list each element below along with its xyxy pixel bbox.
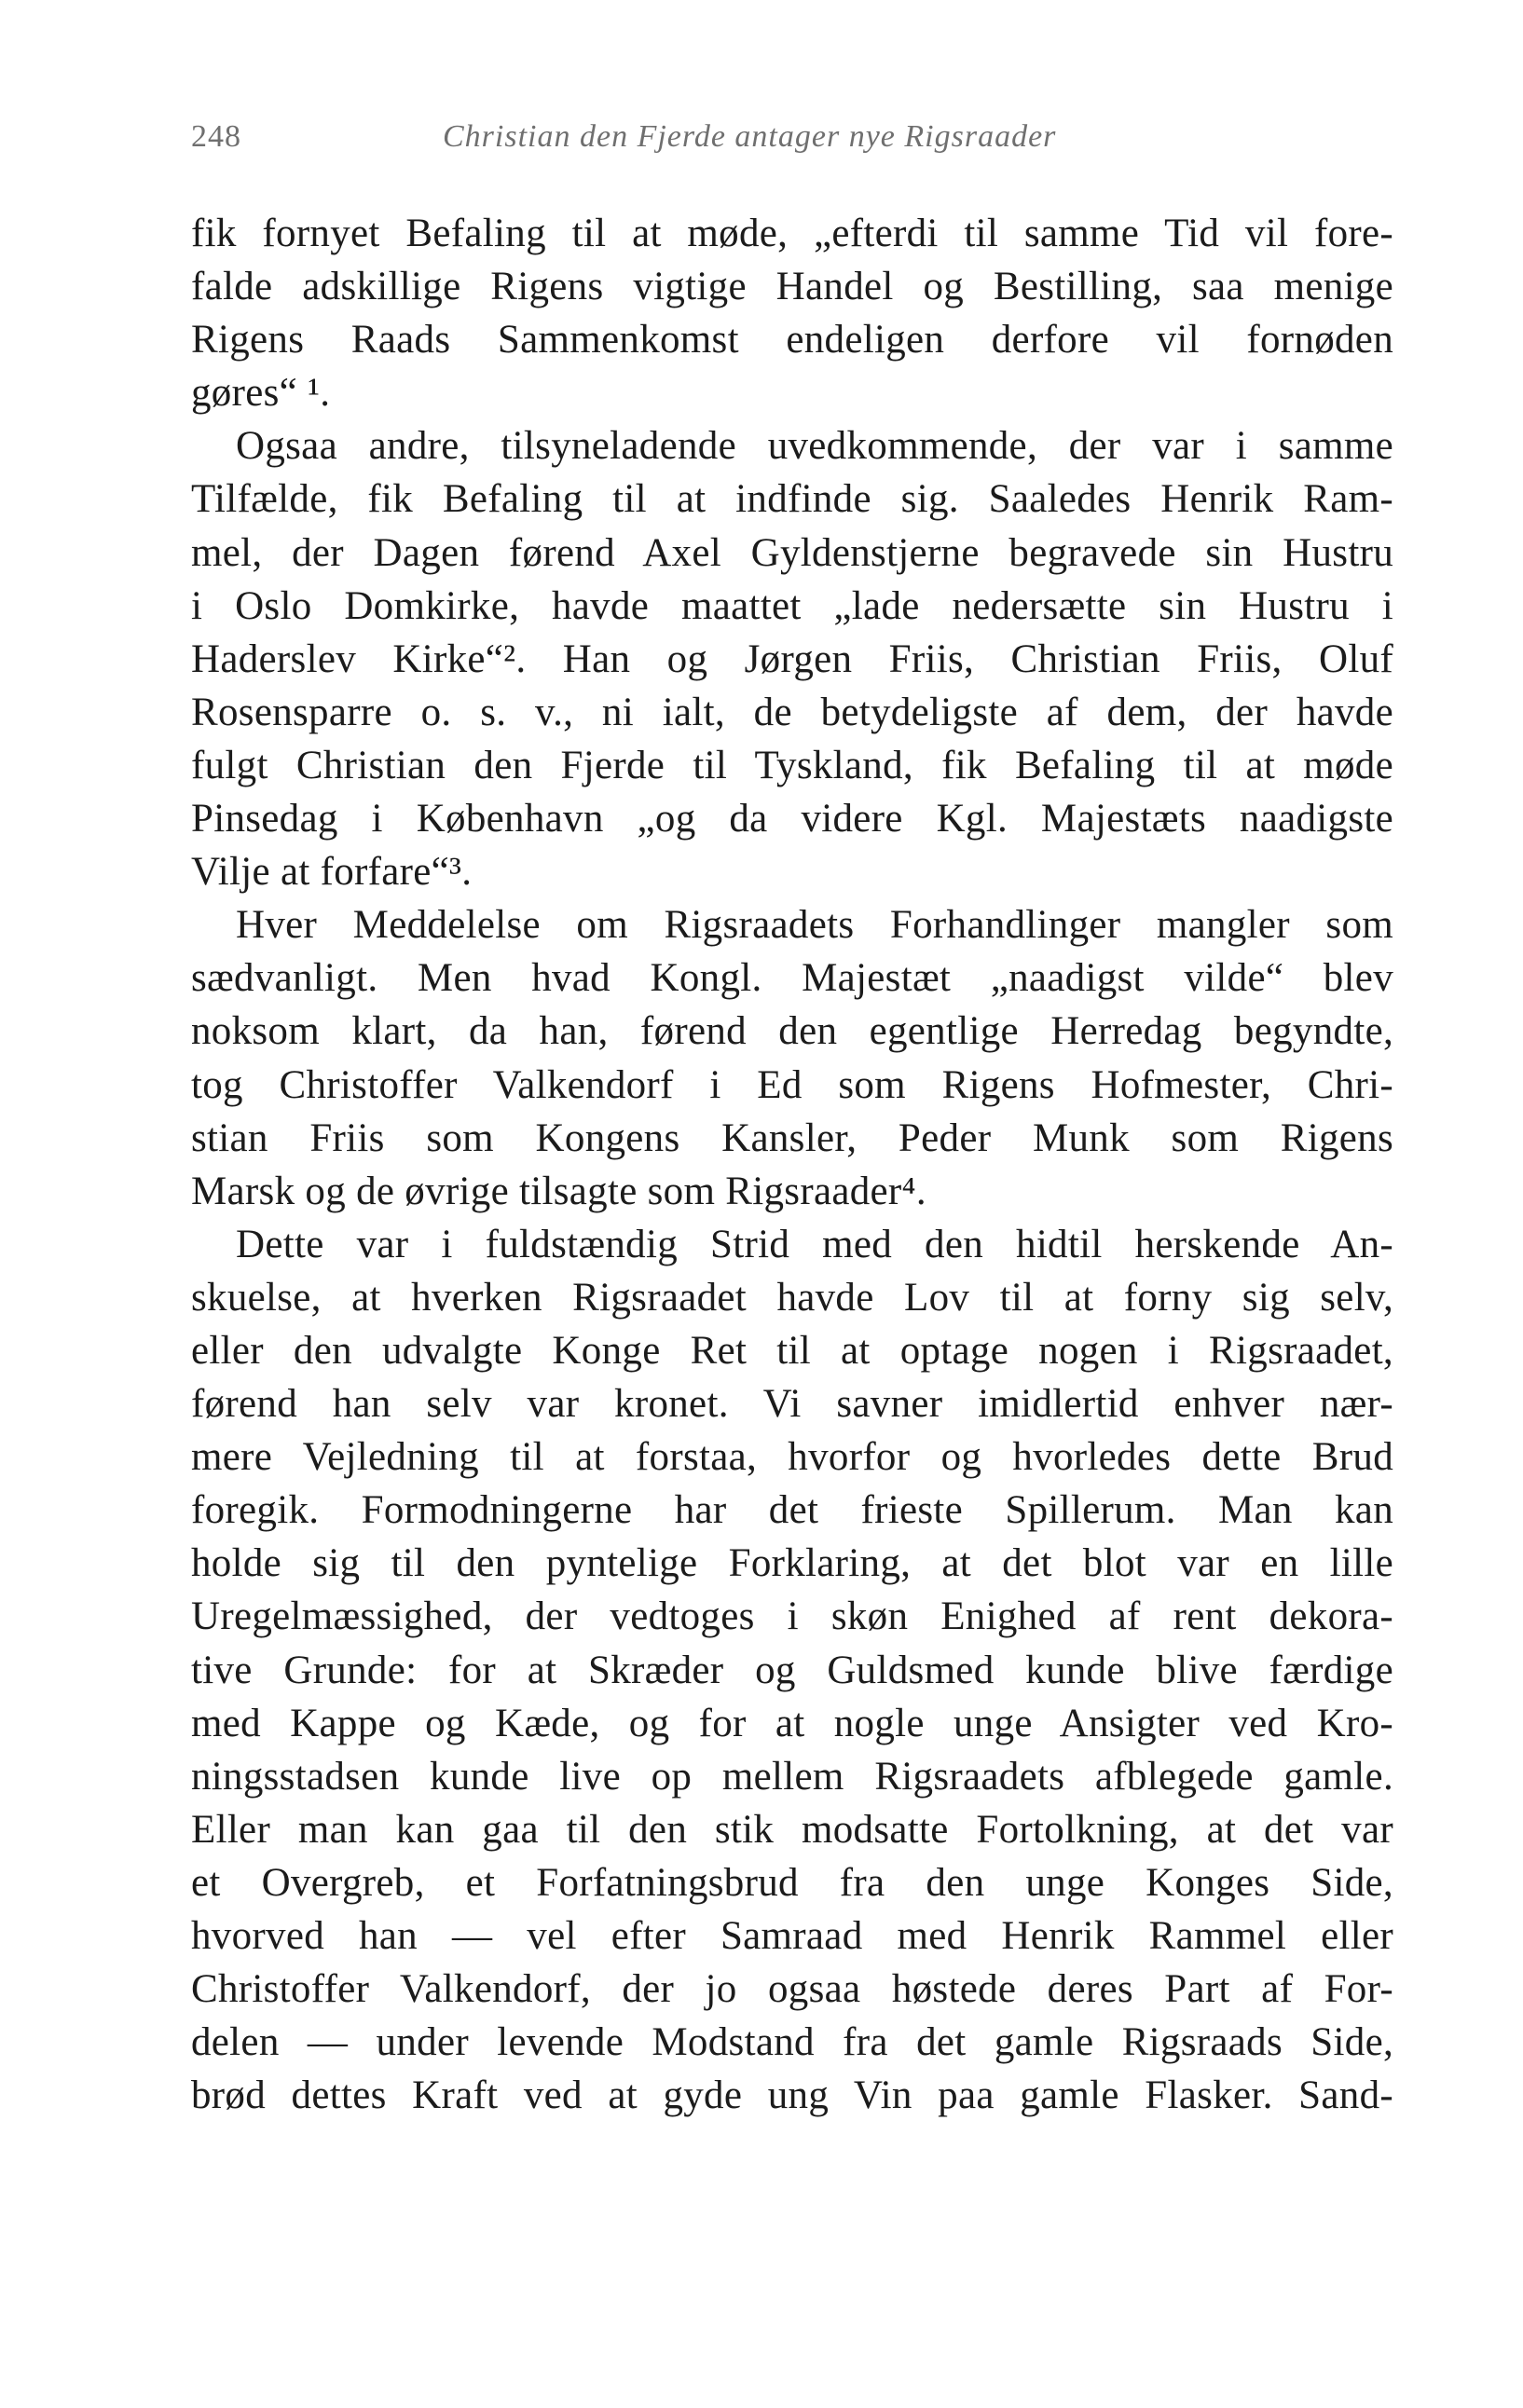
text-line: tive Grunde: for at Skræder og Guldsmed kunde blive færdige — [191, 1648, 1393, 1692]
text-line: i Oslo Domkirke, havde maattet „lade nedersætte sin Hustru i — [191, 583, 1393, 628]
text-line: hvorved han — vel efter Samraad med Henrik Rammel eller — [191, 1914, 1393, 1958]
text-line: skuelse, at hverken Rigsraadet havde Lov til at forny sig selv, — [191, 1275, 1393, 1320]
text-line: sædvanligt. Men hvad Kongl. Majestæt „naadigst vilde“ blev — [191, 956, 1393, 1001]
text-line: Marsk og de øvrige tilsagte som Rigsraader⁴. — [191, 1169, 926, 1213]
text-line: fulgt Christian den Fjerde til Tyskland, fik Befaling til at møde — [191, 743, 1393, 787]
text-line: førend han selv var kronet. Vi savner imidlertid enhver nær- — [191, 1382, 1393, 1427]
text-line: Christoffer Valkendorf, der jo ogsaa høstede deres Part af For- — [191, 1967, 1393, 2012]
text-line: Pinsedag i København „og da videre Kgl. Majestæts naadigste — [191, 797, 1393, 841]
text-line: med Kappe og Kæde, og for at nogle unge Ansigter ved Kro- — [191, 1701, 1393, 1745]
text-line: noksom klart, da han, førend den egentlige Herredag begyndte, — [191, 1009, 1393, 1054]
text-line: Uregelmæssighed, der vedtoges i skøn Enighed af rent dekora- — [191, 1594, 1393, 1639]
text-line: eller den udvalgte Konge Ret til at optage nogen i Rigsraadet, — [191, 1328, 1393, 1373]
text-line: Vilje at forfare“³. — [191, 850, 473, 895]
text-line: mel, der Dagen førend Axel Gyldenstjerne begravede sin Hustru — [191, 530, 1393, 575]
text-line: tog Christoffer Valkendorf i Ed som Rigens Hofmester, Chri- — [191, 1062, 1393, 1107]
text-line: stian Friis som Kongens Kansler, Peder Munk som Rigens — [191, 1115, 1393, 1160]
text-line: holde sig til den pyntelige Forklaring, at det blot var en lille — [191, 1541, 1393, 1586]
text-line: brød dettes Kraft ved at gyde ung Vin paa gamle Flasker. Sand- — [191, 2073, 1393, 2118]
text-line: Rigens Raads Sammenkomst endeligen derfore vil fornøden — [191, 318, 1393, 363]
text-line: mere Vejledning til at forstaa, hvorfor og hvorledes dette Brud — [191, 1435, 1393, 1480]
text-line: Hver Meddelelse om Rigsraadets Forhandlinger mangler som — [236, 903, 1393, 948]
page-number: 248 — [191, 119, 241, 154]
text-line: et Overgreb, et Forfatningsbrud fra den unge Konges Side, — [191, 1860, 1393, 1905]
text-line: foregik. Formodningerne har det frieste Spillerum. Man kan — [191, 1488, 1393, 1533]
text-line: Haderslev Kirke“². Han og Jørgen Friis, Christian Friis, Oluf — [191, 636, 1393, 681]
text-line: Tilfælde, fik Befaling til at indfinde sig. Saaledes Henrik Ram- — [191, 477, 1393, 522]
text-line: delen — under levende Modstand fra det gamle Rigsraads Side, — [191, 2020, 1393, 2065]
text-line: fik fornyet Befaling til at møde, „efterdi til samme Tid vil fore- — [191, 212, 1393, 255]
running-title: Christian den Fjerde antager nye Rigsraader — [443, 119, 1057, 154]
text-line: Dette var i fuldstændig Strid med den hidtil herskende An- — [236, 1222, 1393, 1266]
text-line: gøres“ ¹. — [191, 371, 331, 416]
running-head — [191, 119, 1393, 175]
body-text — [191, 207, 1393, 2122]
text-line: Rosensparre o. s. v., ni ialt, de betydeligste af dem, der havde — [191, 690, 1393, 734]
text-line: ningsstadsen kunde live op mellem Rigsraadets afblegede gamle. — [191, 1754, 1393, 1799]
text-line: falde adskillige Rigens vigtige Handel og Bestilling, saa menige — [191, 265, 1393, 309]
text-line: Ogsaa andre, tilsyneladende uvedkommende, der var i samme — [236, 424, 1393, 469]
text-line: Eller man kan gaa til den stik modsatte Fortolkning, at det var — [191, 1807, 1393, 1852]
